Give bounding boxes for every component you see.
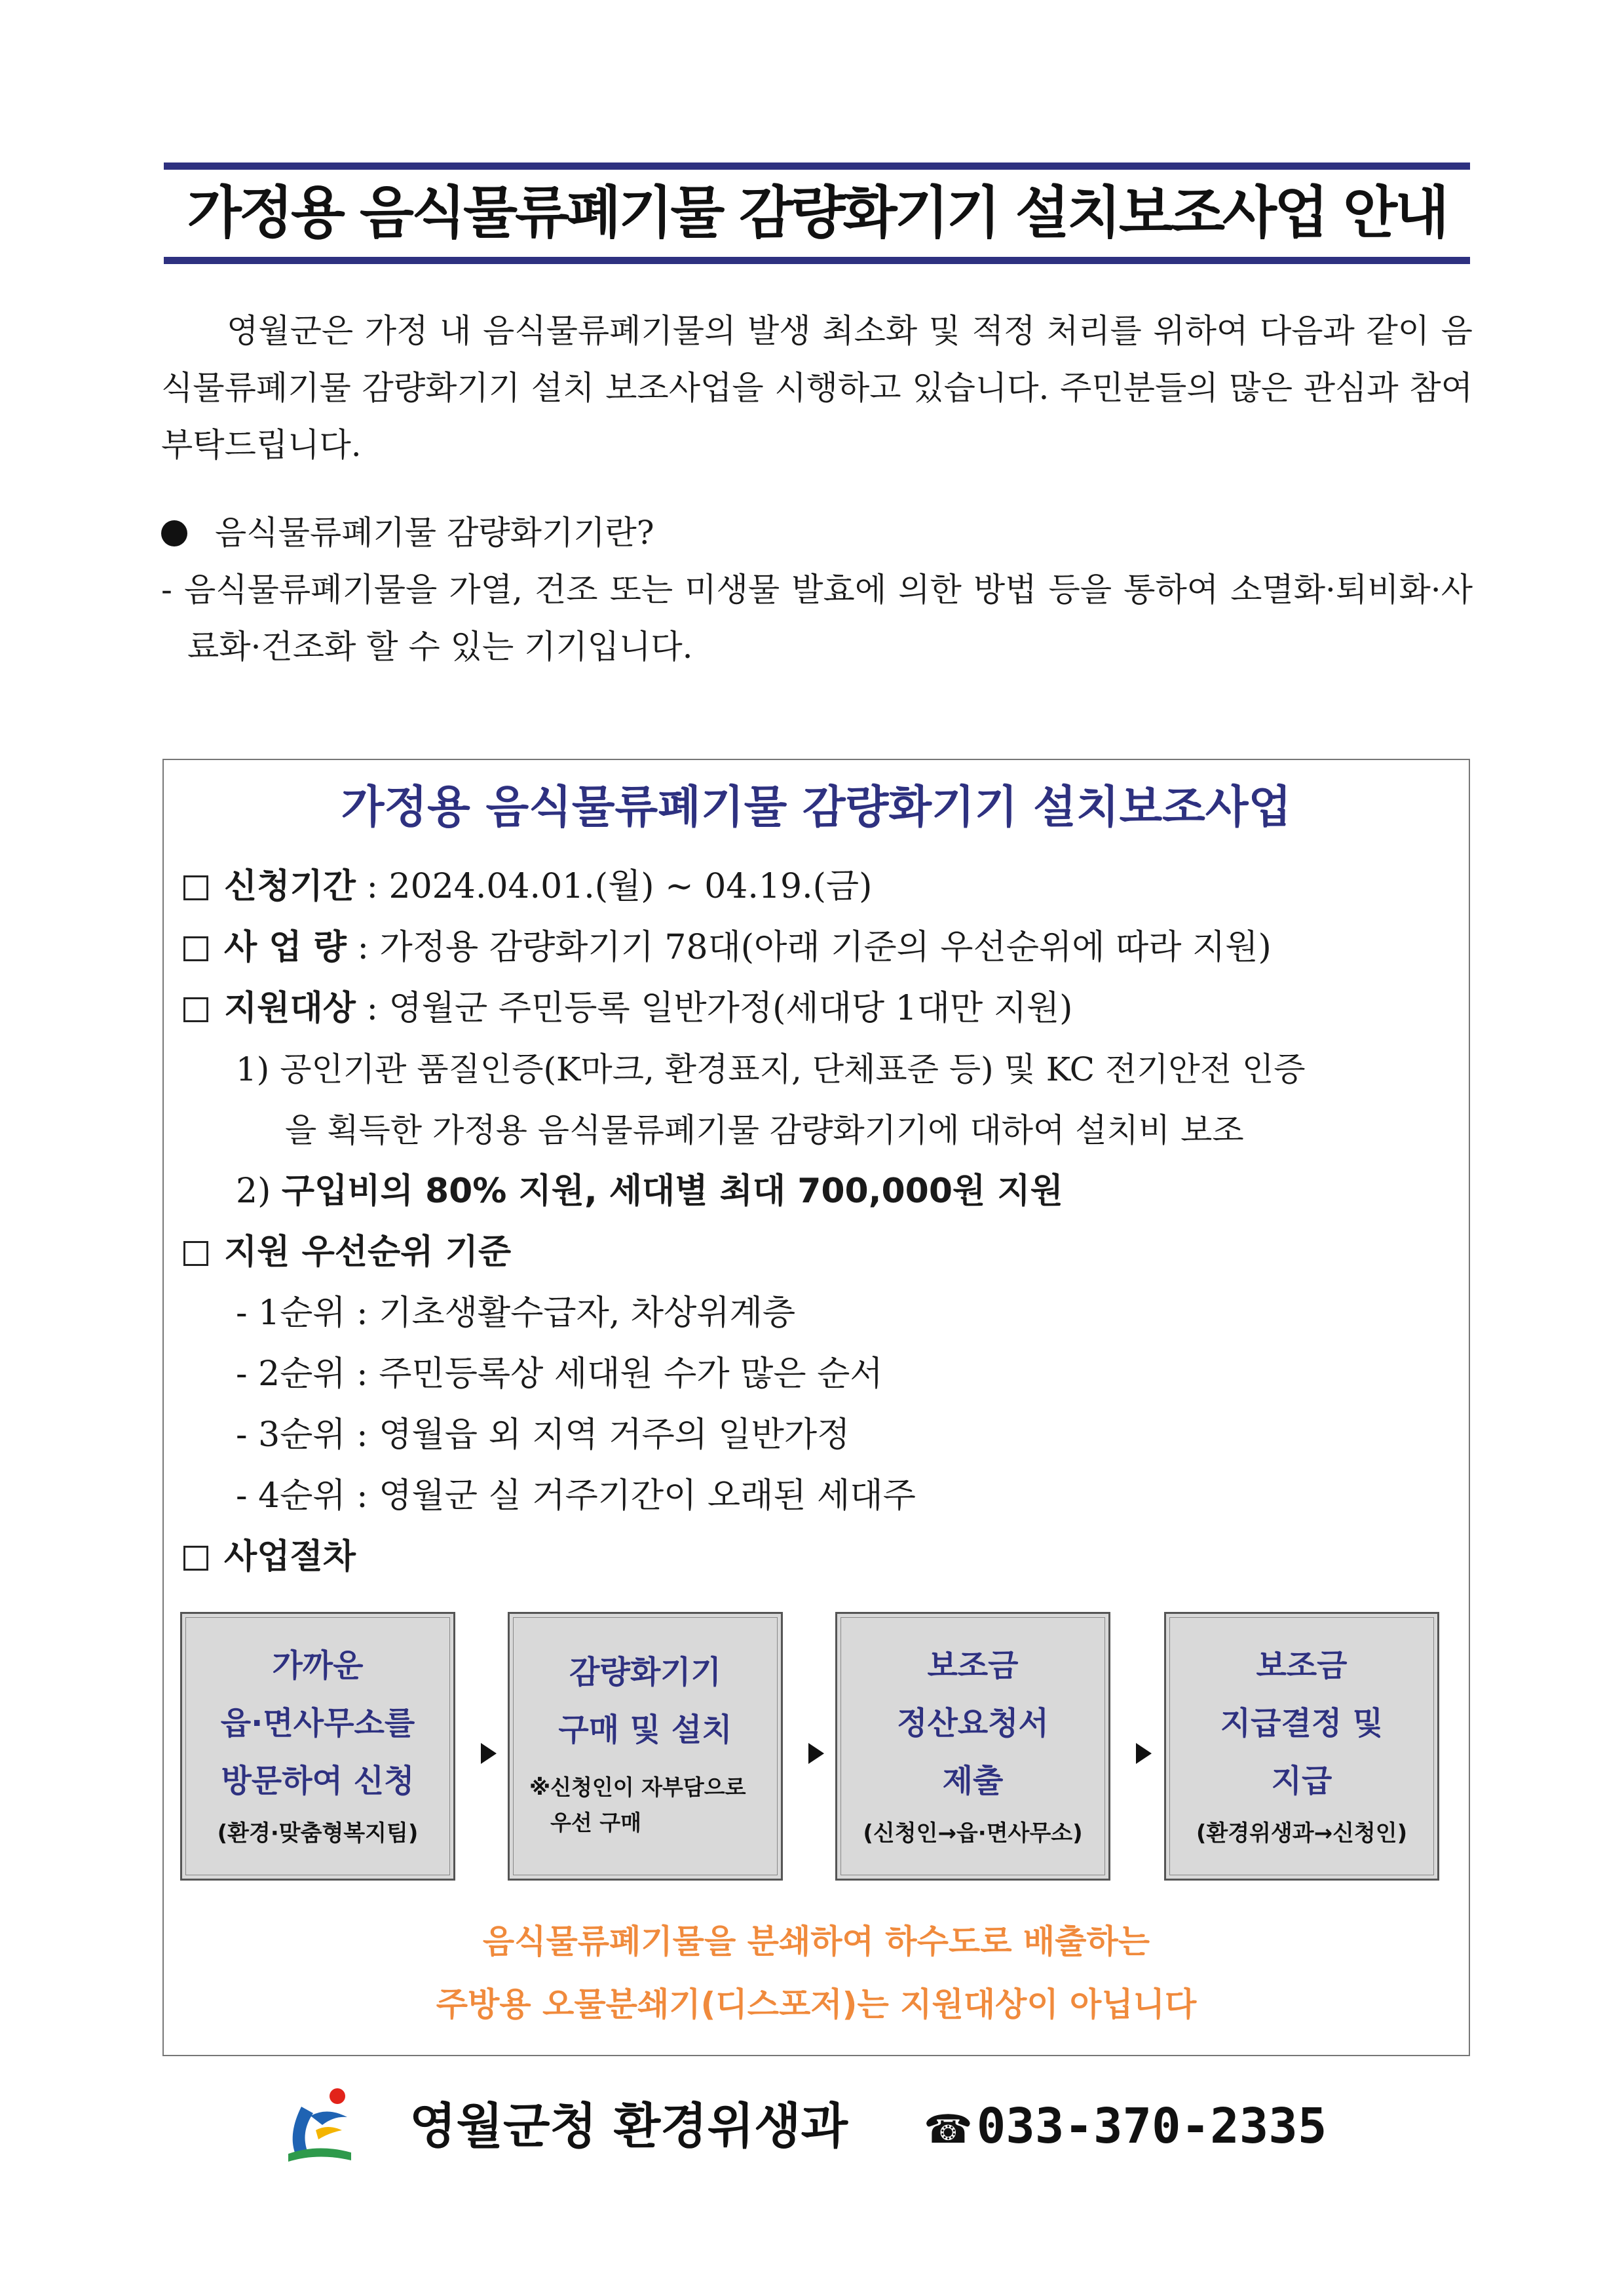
program-title: 가정용 음식물류폐기물 감량화기기 설치보조사업 xyxy=(341,782,1292,833)
target-item-2-prefix: 2) xyxy=(236,1172,282,1211)
quantity-value: : 가정용 감량화기기 78대(아래 기준의 우선순위에 따라 지원) xyxy=(357,928,1272,967)
step-2-line-1: 감량화기기 xyxy=(569,1654,721,1691)
step-1-line-2: 읍·면사무소를 xyxy=(220,1705,415,1742)
document-title-banner xyxy=(164,163,1470,264)
footer-department: 영월군청 환경위생과 xyxy=(409,2098,848,2154)
title-rule-bottom xyxy=(164,257,1470,264)
program-info-box xyxy=(162,759,1470,2056)
yeongwol-county-logo-icon xyxy=(282,2087,354,2166)
step-3-sub: (신청인→읍·면사무소) xyxy=(863,1820,1083,1846)
target-item-2 xyxy=(236,1162,1063,1221)
procedure-step-4 xyxy=(1164,1612,1439,1881)
step-2-line-2: 구매 및 설치 xyxy=(558,1712,732,1748)
priority-item-3: - 3순위 : 영월읍 외 지역 거주의 일반가정 xyxy=(236,1415,850,1455)
priority-item-4: - 4순위 : 영월군 실 거주기간이 오래된 세대주 xyxy=(236,1476,916,1516)
step-2-note-1: ※신청인이 자부담으로 xyxy=(529,1774,746,1800)
step-3-line-2: 정산요청서 xyxy=(897,1705,1049,1742)
bullet-dot-icon xyxy=(161,520,187,546)
procedure-step-3 xyxy=(835,1612,1110,1881)
priority-item-1: - 1순위 : 기초생활수급자, 차상위계층 xyxy=(236,1293,796,1333)
document-title: 가정용 음식물류폐기물 감량화기기 설치보조사업 안내 xyxy=(187,180,1447,246)
intro-paragraph: 영월군은 가정 내 음식물류폐기물의 발생 최소화 및 적정 처리를 위하여 다음과 같이 음식물류폐기물 감량화기기 설치 보조사업을 시행하고 있습니다. 주민분들의 많은 관심과 참여 부탁드립니다. xyxy=(161,312,1473,464)
procedure-step-1 xyxy=(180,1612,455,1881)
step-1-line-1: 가까운 xyxy=(272,1647,364,1684)
notice-line-1: 음식물류폐기물을 분쇄하여 하수도로 배출하는 xyxy=(482,1923,1150,1961)
step-4-sub: (환경위생과→신청인) xyxy=(1196,1820,1408,1846)
procedure-step-2 xyxy=(508,1612,783,1881)
step-4-line-1: 보조금 xyxy=(1256,1647,1348,1684)
arrow-right-icon xyxy=(481,1743,497,1764)
priority-label: 지원 우선순위 기준 xyxy=(224,1233,512,1272)
procedure-row xyxy=(183,1527,356,1586)
checkbox-icon xyxy=(183,1241,208,1266)
checkbox-icon xyxy=(183,936,208,961)
step-1-sub: (환경·맞춤형복지팀) xyxy=(217,1820,419,1846)
step-4-line-2: 지급결정 및 xyxy=(1220,1705,1384,1742)
priority-row xyxy=(183,1223,511,1282)
footer-contact xyxy=(282,2087,1363,2166)
arrow-right-icon xyxy=(1136,1743,1152,1764)
period-row xyxy=(183,857,872,916)
title-rule-top xyxy=(164,163,1470,170)
priority-item-2: - 2순위 : 주민등록상 세대원 수가 많은 순서 xyxy=(236,1354,883,1394)
step-4-line-3: 지급 xyxy=(1271,1763,1332,1799)
checkbox-icon xyxy=(183,875,208,900)
target-item-1-line-1: 1) 공인기관 품질인증(K마크, 환경표지, 단체표준 등) 및 KC 전기안전 인증 xyxy=(236,1050,1306,1088)
step-3-line-3: 제출 xyxy=(942,1763,1004,1799)
period-label: 신청기간 xyxy=(224,867,356,906)
notice-line-2: 주방용 오물분쇄기(디스포저)는 지원대상이 아닙니다 xyxy=(436,1985,1197,2023)
arrow-right-icon xyxy=(808,1743,824,1764)
target-item-2-text: 구입비의 80% 지원, 세대별 최대 700,000원 지원 xyxy=(281,1172,1063,1211)
quantity-label: 사 업 량 xyxy=(224,928,347,967)
footer-phone xyxy=(924,2087,1327,2166)
phone-number: 033-370-2335 xyxy=(976,2098,1327,2154)
quantity-row xyxy=(183,918,1272,977)
target-label: 지원대상 xyxy=(224,989,356,1028)
step-1-line-3: 방문하여 신청 xyxy=(221,1763,415,1799)
checkbox-icon xyxy=(183,997,208,1022)
period-value: : 2024.04.01.(월) ~ 04.19.(금) xyxy=(366,867,873,906)
target-row xyxy=(183,979,1072,1038)
definition-text: - 음식물류폐기물을 가열, 건조 또는 미생물 발효에 의한 방법 등을 통하여 소멸화·퇴비화·사료화·건조화 할 수 있는 기기입니다. xyxy=(161,571,1473,666)
target-value: : 영월군 주민등록 일반가정(세대당 1대만 지원) xyxy=(366,989,1073,1028)
step-2-note-2: 우선 구매 xyxy=(550,1810,642,1835)
definition-heading-text: 음식물류폐기물 감량화기기란? xyxy=(215,514,654,552)
target-item-1-line-2: 을 획득한 가정용 음식물류폐기물 감량화기기에 대하여 설치비 보조 xyxy=(285,1111,1244,1149)
definition-heading xyxy=(161,505,654,562)
procedure-label: 사업절차 xyxy=(224,1537,356,1577)
phone-icon: ☎ xyxy=(924,2107,973,2152)
checkbox-icon xyxy=(183,1546,208,1571)
step-3-line-1: 보조금 xyxy=(927,1647,1019,1684)
